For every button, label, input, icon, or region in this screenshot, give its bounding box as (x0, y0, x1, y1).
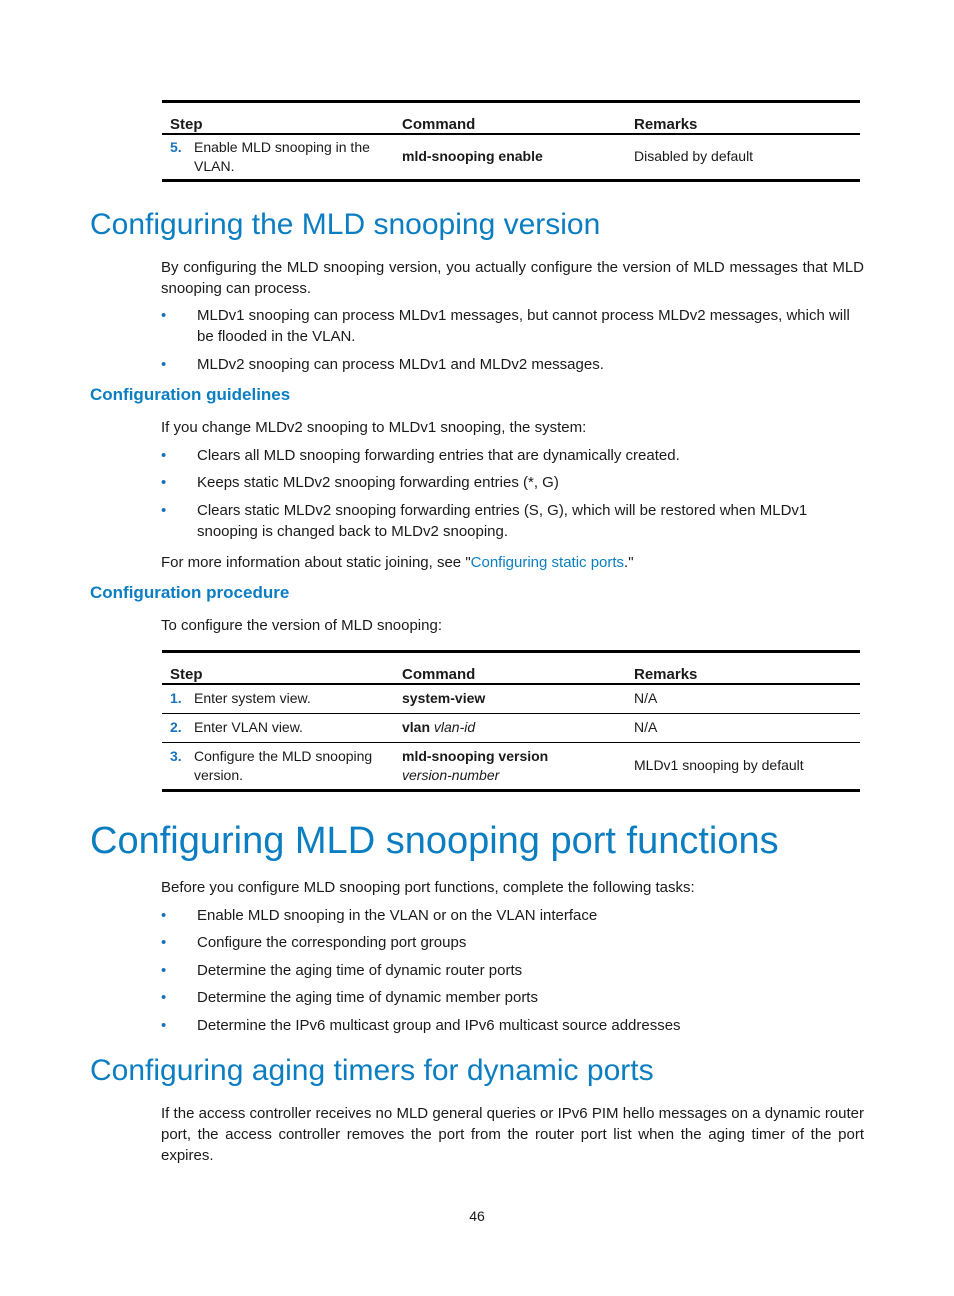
col-header-step: Step (170, 116, 203, 133)
list-item-text: Determine the aging time of dynamic member ports (197, 989, 538, 1006)
subsection-title-procedure: Configuration procedure (90, 583, 290, 602)
table-row (162, 742, 860, 790)
list-item-text: Enable MLD snooping in the VLAN or on the VLAN interface (197, 907, 598, 924)
command-keyword: vlan (402, 719, 431, 735)
step-cell (162, 684, 394, 713)
command-argument: vlan-id (433, 719, 476, 735)
table-row (162, 134, 860, 180)
list-item-text: MLDv1 snooping can process MLDv1 messages, but cannot process MLDv2 messages, which will be flooded in the VLAN. (197, 307, 850, 345)
remarks-cell: Disabled by default (634, 148, 754, 165)
remarks-cell: MLDv1 snooping by default (634, 757, 804, 773)
step-number: 3. (170, 747, 182, 764)
step-cell (162, 713, 394, 742)
col-header-step: Step (170, 666, 203, 683)
guidelines-intro: If you change MLDv2 snooping to MLDv1 snooping, the system: (161, 419, 587, 436)
col-header-command: Command (402, 116, 476, 133)
list-item-text: Clears static MLDv2 snooping forwarding entries (S, G), which will be restored when MLDv1 snooping is changed back to MLDv2 snooping. (197, 502, 808, 540)
list-item-text: Determine the aging time of dynamic router ports (197, 962, 523, 979)
bullet-icon: • (161, 962, 167, 979)
command-keyword: mld-snooping version (402, 747, 549, 764)
list-item-text: Determine the IPv6 multicast group and IPv6 multicast source addresses (197, 1017, 681, 1034)
remarks-cell: N/A (634, 690, 658, 707)
table-row (162, 684, 860, 713)
bullet-icon: • (161, 502, 167, 519)
section3-intro: If the access controller receives no MLD general queries or IPv6 PIM hello messages on a dynamic router port, the access controller removes the port from the router port list when the aging timer of the port expires. (161, 1105, 864, 1164)
step-cell (162, 742, 394, 790)
section1-intro: By configuring the MLD snooping version, you actually configure the version of MLD messages that MLD snooping can process. (161, 259, 864, 297)
step-number: 5. (170, 138, 182, 155)
list-item-text: Keeps static MLDv2 snooping forwarding entries (*, G) (197, 474, 559, 491)
col-header-command: Command (402, 666, 476, 683)
procedure-intro: To configure the version of MLD snooping: (161, 617, 442, 634)
table-row (162, 713, 860, 742)
col-header-remarks: Remarks (634, 116, 698, 133)
procedure-step-table (162, 650, 860, 792)
more-info-suffix: ." (624, 554, 634, 571)
bullet-icon: • (161, 1017, 167, 1034)
command-cell (394, 713, 626, 742)
command-keyword: system-view (402, 690, 486, 707)
section-title-port-functions: Configuring MLD snooping port functions (90, 820, 779, 862)
more-info-prefix: For more information about static joining, see " (161, 554, 471, 571)
subsection-title-guidelines: Configuration guidelines (90, 385, 291, 404)
step-text: Enable MLD snooping in the VLAN. (194, 138, 370, 174)
bullet-icon: • (161, 307, 167, 324)
command-argument: version-number (402, 766, 500, 783)
bullet-icon: • (161, 356, 167, 373)
step-text: Enter VLAN view. (194, 719, 303, 735)
section-title-aging-timers: Configuring aging timers for dynamic ports (90, 1054, 654, 1087)
bullet-icon: • (161, 907, 167, 924)
command-keyword: mld-snooping enable (402, 148, 543, 165)
top-step-table (162, 100, 860, 182)
section-title-mld-version: Configuring the MLD snooping version (90, 208, 601, 241)
bullet-icon: • (161, 989, 167, 1006)
command-cell (394, 742, 626, 790)
bullet-icon: • (161, 447, 167, 464)
page-number: 46 (469, 1208, 485, 1224)
step-text: Enter system view. (194, 690, 311, 707)
step-number: 2. (170, 719, 182, 735)
configuring-static-ports-link[interactable]: Configuring static ports (470, 554, 625, 571)
step-text: Configure the MLD snooping version. (194, 747, 373, 783)
bullet-icon: • (161, 934, 167, 951)
step-cell (162, 134, 394, 180)
list-item-text: Clears all MLD snooping forwarding entries that are dynamically created. (197, 447, 680, 464)
command-cell (394, 684, 626, 713)
remarks-cell: N/A (634, 719, 658, 735)
section2-intro: Before you configure MLD snooping port functions, complete the following tasks: (161, 879, 695, 896)
step-number: 1. (170, 690, 182, 707)
more-info-paragraph (161, 552, 864, 573)
col-header-remarks: Remarks (634, 666, 698, 683)
list-item-text: MLDv2 snooping can process MLDv1 and MLDv2 messages. (197, 356, 604, 373)
bullet-icon: • (161, 474, 167, 491)
list-item-text: Configure the corresponding port groups (197, 934, 467, 951)
command-cell (394, 134, 626, 180)
